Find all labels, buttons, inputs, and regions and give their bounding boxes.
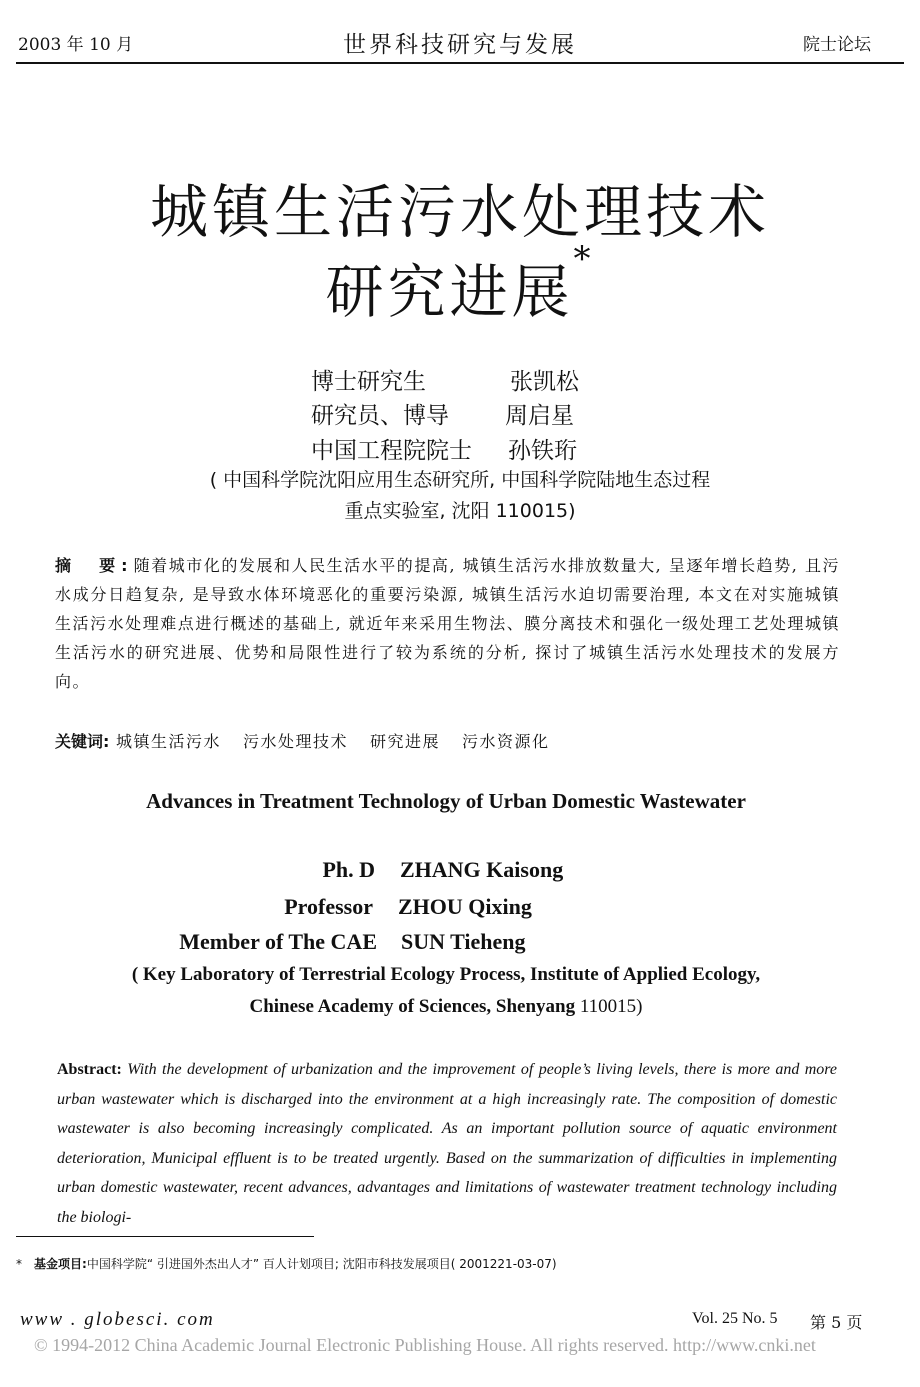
abstract-cn-text: 随着城市化的发展和人民生活水平的提高, 城镇生活污水排放数量大, 呈逐年增长趋势, 且污水成分日趋复杂, 是导致水体环境恶化的重要污染源, 城镇生活污水迫切需要治理, 本文在对实施城镇生活污水处理难点进行概述的基础上, 就近年来采用生物法、膜分离技术和强化一级处理工艺处理城镇生活污水的研究进展、优势和局限性进行了较为系统的分析, 探讨了城镇生活污水处理技术的发展方向。 [55,556,840,691]
affiliation-cn-line-2: 重点实验室, 沈阳 110015) [344,500,576,522]
header-date: 2003 年 10 月 [18,35,134,55]
keywords-cn-label: 关键词: [55,732,110,751]
affiliation-en-line-2-text: Chinese Academy of Sciences, Shenyang [249,996,576,1017]
footnote-text: 中国科学院“ 引进国外杰出人才” 百人计划项目; 沈阳市科技发展项目( 2001221-03-07) [86,1257,557,1271]
author-en-role-1: Ph. D [322,857,375,882]
author-cn-role-2: 研究员、博导 [311,403,449,429]
author-cn-name-1: 张凯松 [510,369,579,395]
title-line-1: 城镇生活污水处理技术 [149,178,770,246]
keyword-cn: 研究进展 [370,732,441,751]
affiliation-en-postcode: 110015) [579,996,643,1017]
abstract-en-label: Abstract: [57,1061,122,1078]
abstract-en [57,1055,837,1232]
footer-copyright: © 1994-2012 China Academic Journal Electronic Publishing House. All rights reserved. http://www.cnki.net [34,1335,816,1355]
keyword-cn: 城镇生活污水 [116,732,222,751]
title-footnote-mark: * [573,239,595,279]
footnote [16,1255,557,1272]
author-cn-role-3: 中国工程院院士 [311,438,472,464]
affiliation-en-line-2 [0,996,892,1018]
footnote-rule [16,1236,314,1237]
keyword-cn: 污水资源化 [462,732,550,751]
header-rule [16,62,904,64]
author-cn-role-1: 博士研究生 [311,369,426,395]
affiliation-cn-line-1: ( 中国科学院沈阳应用生态研究所, 中国科学院陆地生态过程 [209,469,711,491]
keyword-cn: 污水处理技术 [243,732,349,751]
abstract-en-text: With the development of urbanization and the improvement of people’s living levels, there is more and more urban wastewater which is discharged into the environment at a high increasingly rate. The composition of domestic wastewater is also becoming increasingly complicated. As an important pollution source of aquatic environment deterioration, Municipal effluent is to be treated urgently. Based on the summarization of difficulties in implementing urban domestic wastewater, recent advances, advantages and limitations of wastewater treatment technology including the biologi- [57,1061,838,1226]
author-en-role-3: Member of The CAE [179,929,377,954]
header-journal-name: 世界科技研究与发展 [343,32,577,58]
abstract-cn [55,551,840,696]
header-column: 院士论坛 [803,35,871,55]
abstract-cn-label: 摘 要: [55,556,134,575]
keywords-cn [55,729,572,752]
title-en: Advances in Treatment Technology of Urban Domestic Wastewater [146,789,746,813]
author-en-name-1: ZHANG Kaisong [400,857,564,882]
footnote-mark: * [16,1257,22,1271]
affiliation-en-line-1: ( Key Laboratory of Terrestrial Ecology Process, Institute of Applied Ecology, [131,964,761,985]
author-cn-name-2: 周启星 [505,403,574,429]
footer-page-number: 第 5 页 [810,1313,863,1332]
title-line-2 [0,239,920,329]
footer-website: www . globesci. com [20,1309,215,1330]
author-cn-name-3: 孙铁珩 [508,438,577,464]
author-en-name-2: ZHOU Qixing [398,894,532,919]
author-en-name-3: SUN Tieheng [401,929,526,954]
footnote-label: 基金项目: [34,1257,87,1271]
author-en-role-2: Professor [284,894,373,919]
title-line-2-text: 研究进展 [325,258,574,326]
footer-volume: Vol. 25 No. 5 [692,1310,778,1327]
